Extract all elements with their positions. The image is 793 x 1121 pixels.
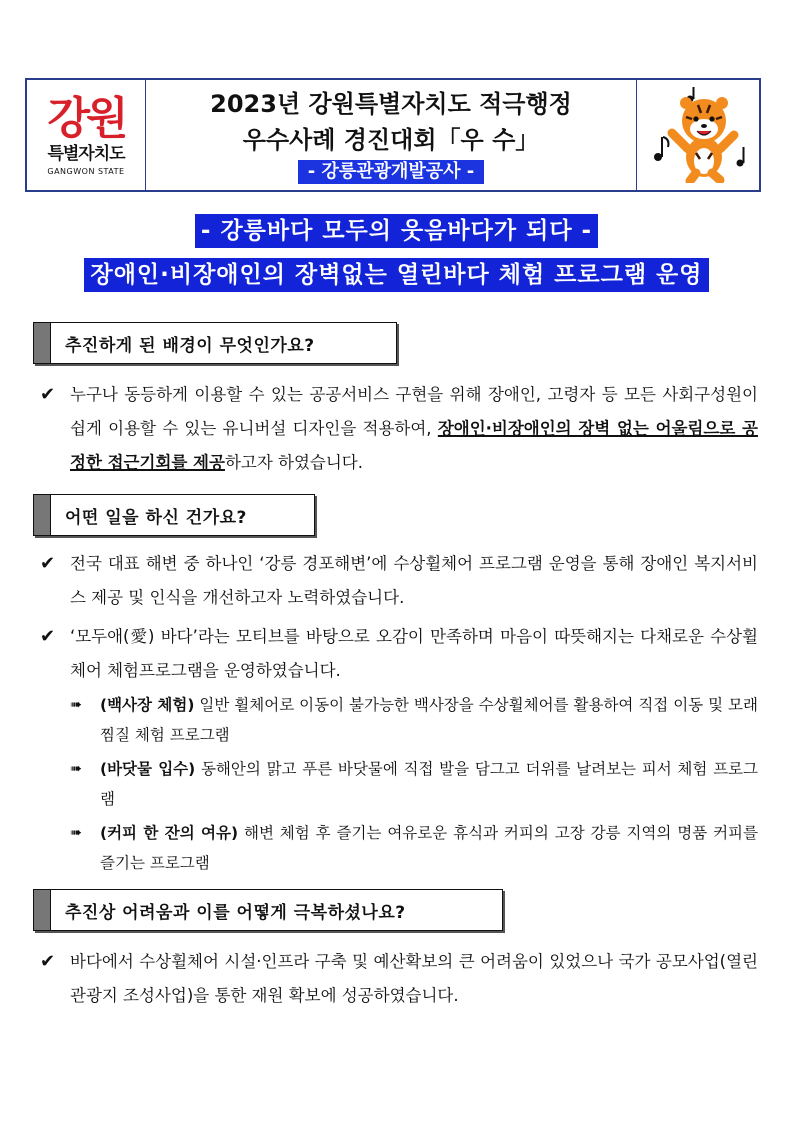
paragraph-text: 누구나 동등하게 이용할 수 있는 공공서비스 구현을 위해 장애인, 고령자 등 모든 사회구성원이 쉽게 이용할 수 있는 유니버설 디자인을 적용하여, — [70, 385, 758, 438]
banner-text-2: 장애인·비장애인의 장벽없는 열린바다 체험 프로그램 운영 — [84, 258, 708, 292]
document-header — [25, 78, 761, 192]
title-line-2: 우수사례 경진대회「우 수」 — [242, 126, 540, 154]
organization-badge: - 강릉관광개발공사 - — [298, 160, 485, 184]
section-heading-work — [33, 494, 315, 536]
checkmark-icon: ✔ — [40, 626, 56, 647]
program-text: 일반 휠체어로 이동이 불가능한 백사장을 수상휠체어를 활용하여 직접 이동 및 모래찜질 체험 프로그램 — [100, 696, 758, 744]
heading-text: 추진상 어려움과 이를 어떻게 극복하셨나요? — [65, 902, 406, 923]
paragraph-work-2 — [40, 620, 758, 688]
heading-text: 추진하게 된 배경이 무엇인가요? — [65, 335, 315, 356]
gangwon-logo — [27, 80, 146, 190]
program-text: 동해안의 맑고 푸른 바닷물에 직접 발을 담그고 더위를 날려보는 피서 체험 프로그램 — [100, 760, 758, 808]
program-label: (백사장 체험) — [100, 696, 195, 714]
paragraph-text-end: 하고자 하였습니다. — [224, 453, 363, 472]
logo-english: GANGWON STATE — [47, 166, 125, 176]
checkmark-icon: ✔ — [40, 384, 56, 405]
subtitle-banner-2 — [0, 258, 793, 292]
title-block — [146, 80, 636, 190]
title-line-1: 2023년 강원특별자치도 적극행정 — [210, 90, 572, 118]
program-item-coffee — [70, 818, 758, 878]
logo-mark: 강원 — [47, 92, 125, 144]
program-item-beach — [70, 690, 758, 750]
paragraph-background — [40, 378, 758, 480]
paragraph-work-1 — [40, 547, 758, 615]
checkmark-icon: ✔ — [40, 553, 56, 574]
paragraph-text: 바다에서 수상휠체어 시설·인프라 구축 및 예산확보의 큰 어려움이 있었으나 국가 공모사업(열린관광지 조성사업)을 통한 재원 확보에 성공하였습니다. — [70, 952, 758, 1005]
paragraph-difficulty — [40, 945, 758, 1013]
logo-subtitle: 특별자치도 — [47, 143, 125, 164]
arrow-icon: ➠ — [70, 697, 82, 713]
checkmark-icon: ✔ — [40, 951, 56, 972]
heading-accent-bar — [34, 495, 51, 535]
section-heading-difficulty — [33, 889, 503, 931]
program-label: (바닷물 입수) — [100, 760, 196, 778]
paragraph-text: ‘모두애(愛) 바다’라는 모티브를 바탕으로 오감이 만족하며 마음이 따뜻해지는 다채로운 수상휠체어 체험프로그램을 운영하였습니다. — [70, 627, 758, 680]
banner-text-1: - 강릉바다 모두의 웃음바다가 되다 - — [195, 214, 598, 248]
program-label: (커피 한 잔의 여유) — [100, 824, 239, 842]
heading-text: 어떤 일을 하신 건가요? — [65, 507, 247, 528]
heading-accent-bar — [34, 890, 51, 930]
paragraph-text: 전국 대표 해변 중 하나인 ‘강릉 경포해변’에 수상휠체어 프로그램 운영을 통해 장애인 복지서비스 제공 및 인식을 개선하고자 노력하였습니다. — [70, 554, 758, 607]
arrow-icon: ➠ — [70, 825, 82, 841]
emphasized-text: 장애인·비장애인의 장벽 없는 어울림으로 공정한 접근기회를 제공 — [70, 419, 758, 472]
program-item-sea — [70, 754, 758, 814]
subtitle-banner-1 — [0, 214, 793, 248]
program-text: 해변 체험 후 즐기는 여유로운 휴식과 커피의 고장 강릉 지역의 명품 커피를 즐기는 프로그램 — [100, 824, 758, 872]
heading-accent-bar — [34, 323, 51, 363]
arrow-icon: ➠ — [70, 761, 82, 777]
section-heading-background — [33, 322, 397, 364]
tiger-mascot-icon — [636, 80, 759, 190]
